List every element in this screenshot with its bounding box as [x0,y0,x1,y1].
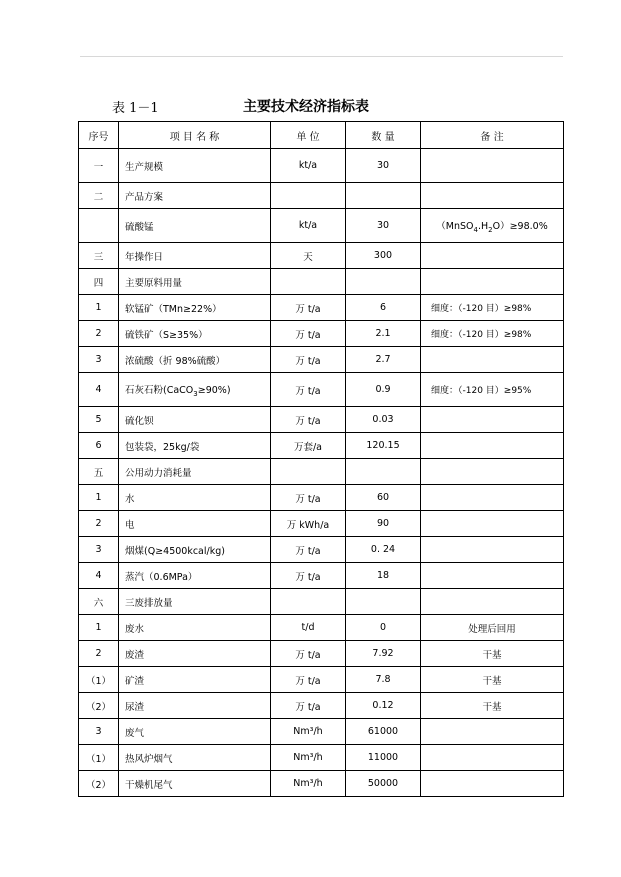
cell-unit: 万 t/a [271,321,346,347]
header-item: 项 目 名 称 [119,122,271,149]
cell-seq: 五 [79,459,119,485]
cell-qty: 6 [346,295,421,321]
table-row [79,373,564,407]
cell-note: 细度：（-120 目）≥95% [421,373,564,407]
table-row [79,537,564,563]
cell-item: 公用动力消耗量 [119,459,271,485]
table-row [79,459,564,485]
cell-unit: 万 t/a [271,641,346,667]
table-row [79,693,564,719]
cell-item: 水 [119,485,271,511]
table-row [79,321,564,347]
cell-note: 干基 [421,693,564,719]
cell-item: 生产规模 [119,149,271,183]
cell-qty: 61000 [346,719,421,745]
cell-unit: 万 t/a [271,485,346,511]
cell-item: 三废排放量 [119,589,271,615]
cell-note: 细度：（-120 目）≥98% [421,295,564,321]
cell-qty: 11000 [346,745,421,771]
cell-unit [271,183,346,209]
cell-note [421,243,564,269]
cell-unit: Nm³/h [271,719,346,745]
table-row [79,719,564,745]
cell-note [421,771,564,797]
cell-note [421,269,564,295]
cell-unit [271,269,346,295]
cell-seq: 4 [79,373,119,407]
cell-item: 电 [119,511,271,537]
cell-note [421,511,564,537]
cell-item: 废水 [119,615,271,641]
cell-item: 废渣 [119,641,271,667]
cell-seq: 2 [79,641,119,667]
cell-note [421,589,564,615]
cell-item: 浓硫酸（折 98%硫酸） [119,347,271,373]
cell-note [421,183,564,209]
table-row [79,243,564,269]
cell-seq: 三 [79,243,119,269]
cell-note: 处理后回用 [421,615,564,641]
table-row [79,407,564,433]
cell-seq: 3 [79,347,119,373]
cell-seq: （2） [79,771,119,797]
cell-seq: 3 [79,537,119,563]
table-row [79,149,564,183]
cell-note [421,407,564,433]
table-row [79,485,564,511]
cell-unit [271,589,346,615]
cell-qty [346,269,421,295]
cell-seq: 2 [79,321,119,347]
cell-qty: 120.15 [346,433,421,459]
cell-unit: 万 t/a [271,295,346,321]
table-label: 表 1－1 [112,101,159,116]
cell-seq: 1 [79,295,119,321]
cell-unit: 万 t/a [271,563,346,589]
cell-note [421,745,564,771]
table-row [79,641,564,667]
cell-qty: 60 [346,485,421,511]
cell-seq: （1） [79,667,119,693]
cell-qty: 0.03 [346,407,421,433]
cell-item: 矿渣 [119,667,271,693]
table-row [79,269,564,295]
table-header-row [79,122,564,149]
cell-item: 主要原料用量 [119,269,271,295]
cell-item: 软锰矿（TMn≥22%） [119,295,271,321]
cell-qty [346,183,421,209]
cell-item: 烟煤(Q≥4500kcal/kg) [119,537,271,563]
cell-item: 热风炉烟气 [119,745,271,771]
cell-unit [271,459,346,485]
cell-note [421,347,564,373]
cell-unit: t/d [271,615,346,641]
table-row [79,295,564,321]
cell-seq: （2） [79,693,119,719]
cell-qty: 30 [346,209,421,243]
cell-item: 蒸汽（0.6MPa） [119,563,271,589]
cell-qty: 0 [346,615,421,641]
cell-qty: 50000 [346,771,421,797]
cell-note [421,433,564,459]
cell-qty: 7.8 [346,667,421,693]
cell-note [421,485,564,511]
cell-unit: 万 t/a [271,407,346,433]
cell-unit: 万 t/a [271,537,346,563]
page-header-rule [80,56,563,57]
cell-item: 干燥机尾气 [119,771,271,797]
table-title: 主要技术经济指标表 [243,99,369,115]
cell-qty [346,589,421,615]
cell-seq: 1 [79,615,119,641]
table-row [79,183,564,209]
cell-item: 年操作日 [119,243,271,269]
cell-unit: 万 t/a [271,373,346,407]
cell-seq: 1 [79,485,119,511]
table-row [79,589,564,615]
cell-item: 包装袋，25kg/袋 [119,433,271,459]
cell-unit: Nm³/h [271,745,346,771]
cell-seq [79,209,119,243]
cell-seq: 2 [79,511,119,537]
table-row [79,771,564,797]
cell-note [421,537,564,563]
cell-item: 硫酸锰 [119,209,271,243]
cell-qty: 90 [346,511,421,537]
cell-note: 干基 [421,667,564,693]
cell-note [421,459,564,485]
cell-unit: 万 kWh/a [271,511,346,537]
cell-unit: 天 [271,243,346,269]
cell-note: 干基 [421,641,564,667]
indicator-table [78,121,564,797]
cell-item: 废气 [119,719,271,745]
table-row [79,615,564,641]
cell-unit: 万 t/a [271,693,346,719]
cell-item: 硫化钡 [119,407,271,433]
cell-qty [346,459,421,485]
cell-note [421,149,564,183]
table-row [79,745,564,771]
cell-qty: 30 [346,149,421,183]
cell-unit: kt/a [271,209,346,243]
cell-unit: 万 t/a [271,347,346,373]
table-row [79,347,564,373]
cell-unit: 万套/a [271,433,346,459]
cell-seq: 5 [79,407,119,433]
cell-unit: kt/a [271,149,346,183]
table-row [79,667,564,693]
table-row [79,563,564,589]
cell-note: 细度：（-120 目）≥98% [421,321,564,347]
cell-qty: 0.9 [346,373,421,407]
cell-seq: 六 [79,589,119,615]
table-row [79,433,564,459]
cell-seq: 一 [79,149,119,183]
cell-item: 尿渣 [119,693,271,719]
cell-qty: 2.1 [346,321,421,347]
cell-unit: 万 t/a [271,667,346,693]
cell-qty: 18 [346,563,421,589]
cell-note [421,719,564,745]
cell-qty: 7.92 [346,641,421,667]
header-unit: 单 位 [271,122,346,149]
cell-qty: 0.12 [346,693,421,719]
cell-item: 石灰石粉(CaCO$_3$≥90%) [119,373,271,407]
cell-qty: 2.7 [346,347,421,373]
table-row [79,209,564,243]
cell-seq: （1） [79,745,119,771]
cell-seq: 3 [79,719,119,745]
cell-seq: 4 [79,563,119,589]
cell-seq: 四 [79,269,119,295]
header-seq: 序号 [79,122,119,149]
header-qty: 数 量 [346,122,421,149]
cell-seq: 二 [79,183,119,209]
cell-note [421,563,564,589]
cell-unit: Nm³/h [271,771,346,797]
cell-qty: 0. 24 [346,537,421,563]
cell-item: 产品方案 [119,183,271,209]
cell-item: 硫铁矿（S≥35%） [119,321,271,347]
cell-note: $(MnSO_4.H_2O)\ge 98.0\%$ [421,209,564,243]
cell-seq: 6 [79,433,119,459]
header-note: 备 注 [421,122,564,149]
table-row [79,511,564,537]
cell-qty: 300 [346,243,421,269]
